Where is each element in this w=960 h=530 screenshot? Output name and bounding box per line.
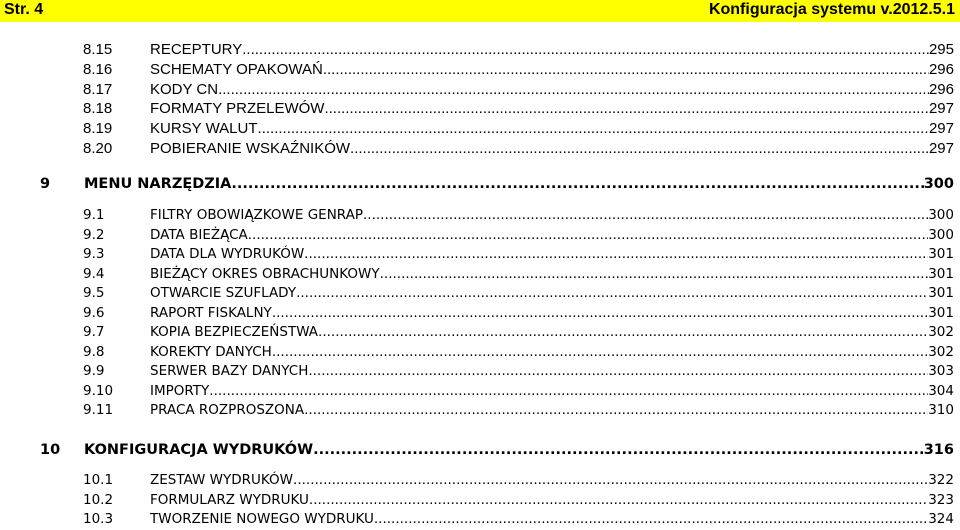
- toc-entry-page-number: 301: [928, 266, 954, 282]
- toc-entry[interactable]: [83, 226, 954, 245]
- dot-leader: [374, 510, 928, 529]
- toc-entry-page-number: 295: [928, 41, 954, 58]
- toc-entry-number: 9.6: [83, 305, 105, 321]
- toc-entry-title: KONFIGURACJA WYDRUKÓW: [84, 442, 314, 458]
- toc-entry-title: PRACA ROZPROSZONA: [150, 402, 305, 418]
- dot-leader: [324, 99, 929, 118]
- toc-entry-title: FORMATY PRZELEWÓW: [150, 100, 325, 117]
- toc-entry-page-number: 322: [928, 472, 954, 488]
- toc-entry-number: 9.5: [83, 285, 105, 301]
- toc-entry[interactable]: [83, 304, 954, 323]
- toc-entry-title: ZESTAW WYDRUKÓW: [150, 472, 294, 488]
- dot-leader: [272, 343, 928, 362]
- dot-leader: [323, 60, 929, 79]
- toc-entry-page-number: 303: [928, 363, 954, 379]
- page-header: [0, 0, 960, 22]
- toc-entry-number: 9.2: [83, 227, 105, 243]
- toc-entry[interactable]: [83, 119, 954, 138]
- toc-entry-page-number: 304: [928, 383, 954, 399]
- toc-entry-page-number: 302: [928, 344, 954, 360]
- dot-leader: [293, 471, 928, 490]
- toc-entry-title: KODY CN: [150, 81, 219, 98]
- toc-entry-title: TWORZENIE NOWEGO WYDRUKU: [150, 511, 374, 527]
- dot-leader: [242, 40, 929, 59]
- toc-entry-page-number: 301: [928, 285, 954, 301]
- toc-entry-number: 8.16: [83, 61, 113, 78]
- toc-entry[interactable]: [83, 471, 954, 490]
- toc-entry-title: RECEPTURY: [150, 41, 243, 58]
- toc-entry-title: KURSY WALUT: [150, 120, 258, 137]
- toc-entry-page-number: 297: [928, 100, 954, 117]
- toc-entry-title: KOREKTY DANYCH: [150, 344, 272, 360]
- toc-entry[interactable]: [83, 245, 954, 264]
- toc-entry-page-number: 296: [928, 81, 954, 98]
- toc-entry-title: OTWARCIE SZUFLADY: [150, 285, 297, 301]
- toc-entry-page-number: 296: [928, 61, 954, 78]
- toc-entry-title: DATA DLA WYDRUKÓW: [150, 246, 305, 262]
- toc-entry[interactable]: [83, 40, 954, 59]
- toc-entry-page-number: 300: [928, 207, 954, 223]
- toc-entry-title: POBIERANIE WSKAŹNIKÓW: [150, 140, 351, 157]
- toc-entry-page-number: 323: [928, 492, 954, 508]
- dot-leader: [296, 284, 928, 303]
- toc-entry-page-number: 301: [928, 246, 954, 262]
- toc-entry-page-number: 300: [923, 176, 954, 192]
- toc-entry-title: FILTRY OBOWIĄZKOWE GENRAP: [150, 207, 364, 223]
- page-number-label: Str. 4: [4, 1, 44, 18]
- toc-chapter-heading[interactable]: [40, 174, 954, 194]
- toc-entry-number: 8.18: [83, 100, 113, 117]
- toc-entry-number: 10.1: [83, 472, 114, 488]
- dot-leader: [318, 323, 928, 342]
- dot-leader: [248, 226, 928, 245]
- toc-entry-title: KOPIA BEZPIECZEŃSTWA: [150, 324, 319, 340]
- dot-leader: [258, 119, 929, 138]
- toc-entry-title: SCHEMATY OPAKOWAŃ: [150, 61, 323, 78]
- toc-entry-number: 9.10: [83, 383, 114, 399]
- toc-entry-page-number: 302: [928, 324, 954, 340]
- toc-entry-number: 10: [40, 442, 61, 458]
- dot-leader: [380, 265, 929, 284]
- toc-entry-number: 10.3: [83, 511, 114, 527]
- dot-leader: [304, 245, 928, 264]
- toc-entry-page-number: 301: [928, 305, 954, 321]
- toc-entry-number: 9: [40, 176, 51, 192]
- toc-entry-number: 10.2: [83, 492, 114, 508]
- toc-entry[interactable]: [83, 206, 954, 225]
- dot-leader: [272, 304, 928, 323]
- toc-entry[interactable]: [83, 99, 954, 118]
- dot-leader: [309, 491, 928, 510]
- document-title: Konfiguracja systemu v.2012.5.1: [708, 1, 955, 18]
- toc-entry-number: 9.4: [83, 266, 105, 282]
- toc-entry-number: 9.1: [83, 207, 105, 223]
- dot-leader: [313, 440, 924, 460]
- toc-entry-number: 9.11: [83, 402, 114, 418]
- toc-entry-page-number: 310: [928, 402, 954, 418]
- toc-entry[interactable]: [83, 510, 954, 529]
- toc-entry-number: 9.7: [83, 324, 105, 340]
- dot-leader: [209, 382, 928, 401]
- toc-entry-title: IMPORTY: [150, 383, 210, 399]
- toc-entry[interactable]: [83, 491, 954, 510]
- toc-entry-page-number: 316: [923, 442, 954, 458]
- toc-entry[interactable]: [83, 382, 954, 401]
- toc-entry[interactable]: [83, 60, 954, 79]
- toc-chapter-heading[interactable]: [40, 440, 954, 460]
- dot-leader: [350, 139, 929, 158]
- toc-entry-number: 8.17: [83, 81, 113, 98]
- toc-entry[interactable]: [83, 362, 954, 381]
- toc-entry-title: RAPORT FISKALNY: [150, 305, 272, 321]
- toc-entry-number: 8.19: [83, 120, 113, 137]
- toc-entry-title: DATA BIEŻĄCA: [150, 227, 248, 243]
- dot-leader: [363, 206, 928, 225]
- toc-entry-title: BIEŻĄCY OKRES OBRACHUNKOWY: [150, 266, 380, 282]
- dot-leader: [304, 401, 928, 420]
- toc-entry-number: 9.3: [83, 246, 105, 262]
- toc-entry[interactable]: [83, 265, 954, 284]
- toc-entry-number: 8.15: [83, 41, 113, 58]
- toc-entry[interactable]: [83, 80, 954, 99]
- toc-entry-page-number: 297: [928, 140, 954, 157]
- toc-entry[interactable]: [83, 401, 954, 420]
- toc-entry-title: FORMULARZ WYDRUKU: [150, 492, 309, 508]
- toc-entry-number: 9.9: [83, 363, 105, 379]
- toc-entry-title: MENU NARZĘDZIA: [84, 176, 232, 192]
- dot-leader: [308, 362, 928, 381]
- toc-entry[interactable]: [83, 139, 954, 158]
- dot-leader: [231, 174, 923, 194]
- toc-entry-page-number: 324: [928, 511, 954, 527]
- dot-leader: [218, 80, 929, 99]
- toc-entry-number: 8.20: [83, 140, 113, 157]
- toc-entry[interactable]: [83, 284, 954, 303]
- toc-entry-page-number: 300: [928, 227, 954, 243]
- toc-entry[interactable]: [83, 323, 954, 342]
- toc-entry-page-number: 297: [928, 120, 954, 137]
- toc-entry-title: SERWER BAZY DANYCH: [150, 363, 309, 379]
- toc-entry-number: 9.8: [83, 344, 105, 360]
- toc-entry[interactable]: [83, 343, 954, 362]
